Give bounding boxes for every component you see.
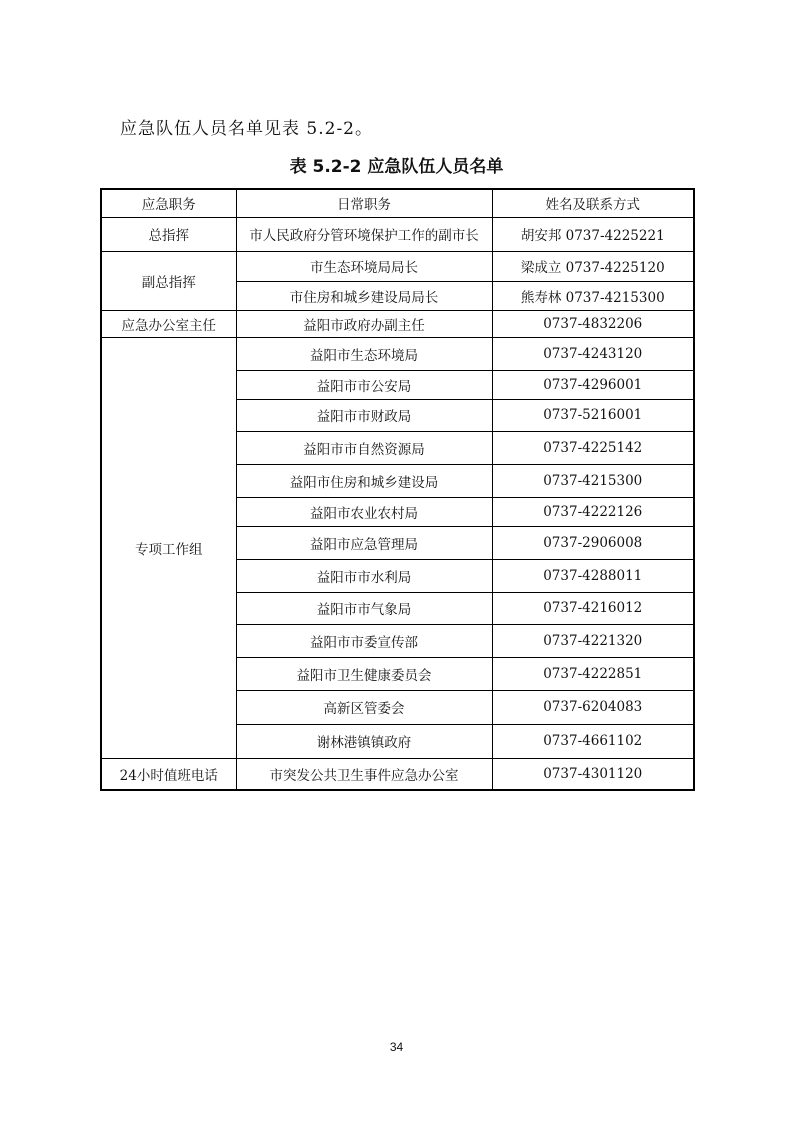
table-row <box>101 310 694 337</box>
emergency-team-table <box>100 188 695 791</box>
contact-cell: 0737-4222851 <box>492 657 694 690</box>
duty-cell: 益阳市政府办副主任 <box>236 310 492 337</box>
contact-cell: 0737-2906008 <box>492 526 694 559</box>
duty-cell: 高新区管委会 <box>236 690 492 724</box>
header-role: 应急职务 <box>101 189 236 217</box>
table-row <box>101 337 694 370</box>
contact-cell: 0737-4215300 <box>492 464 694 497</box>
duty-cell: 益阳市卫生健康委员会 <box>236 657 492 690</box>
duty-cell: 市人民政府分管环境保护工作的副市长 <box>236 217 492 251</box>
contact-cell: 梁成立 0737-4225120 <box>492 251 694 281</box>
contact-cell: 0737-4661102 <box>492 724 694 758</box>
contact-cell: 0737-4832206 <box>492 310 694 337</box>
duty-cell: 市突发公共卫生事件应急办公室 <box>236 758 492 790</box>
role-cell: 专项工作组 <box>101 337 236 758</box>
header-duty: 日常职务 <box>236 189 492 217</box>
role-cell: 总指挥 <box>101 217 236 251</box>
duty-cell: 市住房和城乡建设局局长 <box>236 281 492 310</box>
duty-cell: 益阳市农业农村局 <box>236 497 492 526</box>
table-row <box>101 758 694 790</box>
table-header-row <box>101 189 694 217</box>
contact-cell: 胡安邦 0737-4225221 <box>492 217 694 251</box>
table-caption: 表 5.2-2 应急队伍人员名单 <box>289 157 504 177</box>
contact-cell: 0737-4225142 <box>492 431 694 464</box>
role-cell: 副总指挥 <box>101 251 236 310</box>
contact-cell: 0737-4296001 <box>492 370 694 399</box>
page-number: 34 <box>389 1040 404 1054</box>
duty-cell: 市生态环境局局长 <box>236 251 492 281</box>
duty-cell: 益阳市住房和城乡建设局 <box>236 464 492 497</box>
duty-cell: 益阳市市气象局 <box>236 592 492 624</box>
duty-cell: 谢林港镇镇政府 <box>236 724 492 758</box>
contact-cell: 0737-4243120 <box>492 337 694 370</box>
role-cell: 24小时值班电话 <box>101 758 236 790</box>
contact-cell: 0737-4301120 <box>492 758 694 790</box>
table-row <box>101 251 694 281</box>
duty-cell: 益阳市应急管理局 <box>236 526 492 559</box>
contact-cell: 0737-4216012 <box>492 592 694 624</box>
duty-cell: 益阳市市自然资源局 <box>236 431 492 464</box>
table-row <box>101 217 694 251</box>
role-cell: 应急办公室主任 <box>101 310 236 337</box>
contact-cell: 0737-4222126 <box>492 497 694 526</box>
contact-cell: 0737-5216001 <box>492 399 694 431</box>
duty-cell: 益阳市生态环境局 <box>236 337 492 370</box>
intro-paragraph: 应急队伍人员名单见表 5.2-2。 <box>120 119 373 139</box>
duty-cell: 益阳市市财政局 <box>236 399 492 431</box>
contact-cell: 0737-6204083 <box>492 690 694 724</box>
duty-cell: 益阳市市公安局 <box>236 370 492 399</box>
header-contact: 姓名及联系方式 <box>492 189 694 217</box>
duty-cell: 益阳市市委宣传部 <box>236 624 492 657</box>
contact-cell: 0737-4221320 <box>492 624 694 657</box>
duty-cell: 益阳市市水利局 <box>236 559 492 592</box>
contact-cell: 熊寿林 0737-4215300 <box>492 281 694 310</box>
contact-cell: 0737-4288011 <box>492 559 694 592</box>
